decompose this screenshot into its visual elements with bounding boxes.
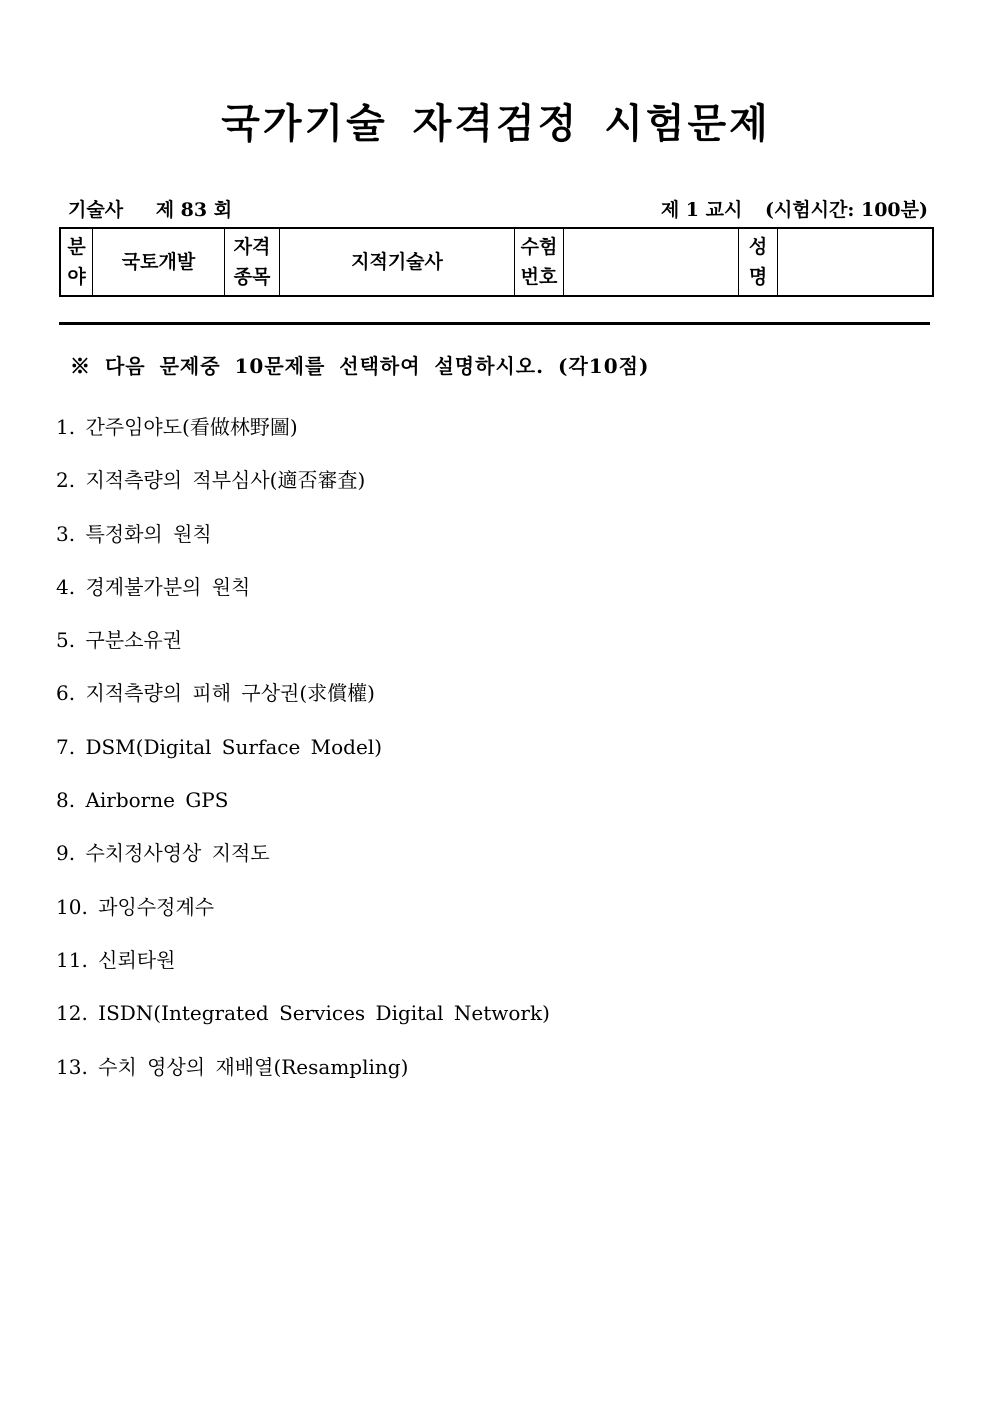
name-field[interactable] bbox=[778, 228, 934, 296]
exam-meta-left bbox=[68, 195, 258, 222]
field-label: 분 야 bbox=[60, 228, 93, 296]
exam-meta-right bbox=[645, 195, 928, 222]
question-item: 3. 특정화의 원칙 bbox=[56, 521, 212, 546]
question-item: 13. 수치 영상의 재배열(Resampling) bbox=[56, 1054, 409, 1079]
question-list bbox=[56, 412, 550, 1105]
item-label: 자격 종목 bbox=[225, 228, 280, 296]
question-item: 2. 지적측량의 적부심사(適否審査) bbox=[56, 468, 366, 493]
question-item: 1. 간주임야도(看做林野圖) bbox=[56, 415, 298, 439]
exam-number-label: 수험 번호 bbox=[515, 228, 564, 296]
exam-duration: (시험시간: 100분) bbox=[764, 199, 928, 221]
exam-session: 제 1 교시 bbox=[660, 199, 743, 221]
question-item: 7. DSM(Digital Surface Model) bbox=[56, 734, 383, 759]
exam-info-table bbox=[59, 227, 934, 297]
exam-round: 제 83 회 bbox=[155, 199, 233, 221]
field-value: 국토개발 bbox=[93, 228, 225, 296]
item-value: 지적기술사 bbox=[280, 228, 515, 296]
name-label: 성 명 bbox=[739, 228, 778, 296]
question-item: 8. Airborne GPS bbox=[56, 788, 229, 813]
instruction-text: ※ 다음 문제중 10문제를 선택하여 설명하시오. (각10점) bbox=[70, 354, 650, 378]
page-title: 국가기술 자격검정 시험문제 bbox=[221, 100, 771, 147]
question-item: 5. 구분소유권 bbox=[56, 628, 183, 653]
exam-number-field[interactable] bbox=[564, 228, 739, 296]
question-item: 10. 과잉수정계수 bbox=[56, 894, 215, 919]
divider-line bbox=[59, 322, 930, 325]
question-item: 11. 신뢰타원 bbox=[56, 947, 176, 972]
question-item: 9. 수치정사영상 지적도 bbox=[56, 841, 270, 866]
exam-category: 기술사 bbox=[68, 199, 124, 221]
question-item: 6. 지적측량의 피해 구상권(求償權) bbox=[56, 681, 375, 706]
question-item: 12. ISDN(Integrated Services Digital Network) bbox=[56, 1001, 550, 1026]
question-item: 4. 경계불가분의 원칙 bbox=[56, 574, 251, 599]
